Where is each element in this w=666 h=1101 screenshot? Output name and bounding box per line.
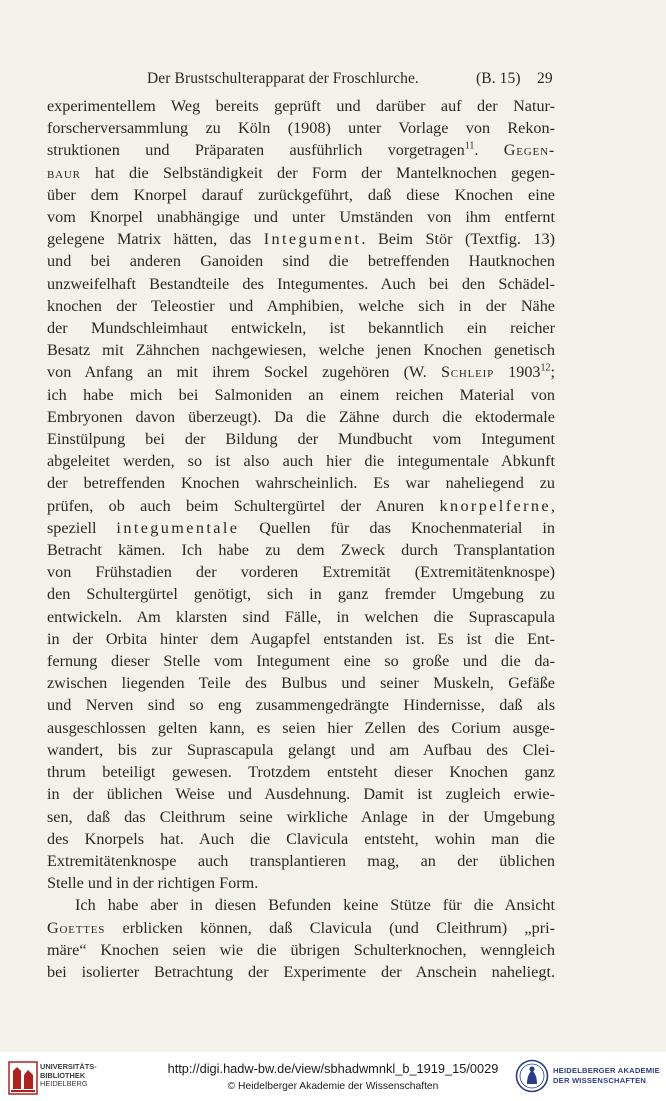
text-line: ich habe mich bei Salmoniden an einem reichen Material von <box>47 385 555 404</box>
text-line: Ich habe aber in diesen Befunden keine Stütze für die Ansicht <box>75 896 555 915</box>
body-text <box>47 95 555 983</box>
copyright-notice: © Heidelberger Akademie der Wissenschaften <box>227 1081 439 1092</box>
text-line <box>47 162 555 184</box>
text-line: unzweifelhaft Bestandteile des Integumentes. Auch bei den Schädel- <box>47 274 555 293</box>
emphasis-spaced: Integument <box>263 230 362 249</box>
academy-name-line: HEIDELBERGER AKADEMIE <box>553 1066 660 1075</box>
text-run: von Anfang an mit ihrem Sockel zugehören (W. <box>47 363 441 382</box>
text-run: ; <box>550 363 556 382</box>
text-line: und Nerven sind so eng zusammengedrängte Hindernisse, daß als <box>47 696 555 715</box>
author-name: Gegen- <box>503 141 556 160</box>
running-head-title: Der Brustschulterapparat der Froschlurche. <box>147 70 419 87</box>
text-run: hat die Selbständigkeit der Form der Mantelknochen gegen- <box>80 163 555 182</box>
page-number: 29 <box>537 70 553 87</box>
text-line <box>47 139 555 161</box>
author-name: baur <box>47 163 81 182</box>
text-line: vom Knorpel unabhängige und unter Umständen von ihm entfernt <box>47 208 555 227</box>
running-head <box>0 70 666 94</box>
emphasis-spaced: knorpelferne <box>439 496 551 515</box>
text-run: gelegene Matrix hätten, das <box>47 230 264 249</box>
text-line: zwischen liegenden Teile des Bulbus und seiner Muskeln, Gefäße <box>47 674 555 693</box>
text-line: thrum beteiligt gewesen. Trotzdem entsteht dieser Knochen ganz <box>47 763 555 782</box>
text-run: speziell <box>47 518 117 537</box>
text-line: experimentellem Weg bereits geprüft und darüber auf der Natur- <box>47 97 555 115</box>
footnote-marker: 12 <box>540 363 551 375</box>
academy-logo-icon[interactable] <box>515 1059 549 1093</box>
text-run: prüfen, ob auch beim Schultergürtel der Anuren <box>47 496 440 515</box>
academy-name-line: DER WISSENSCHAFTEN <box>553 1075 647 1085</box>
library-name-line: UNIVERSITÄTS- <box>40 1062 97 1071</box>
text-line: über dem Knorpel darauf zurückgeführt, daß diese Knochen eine <box>47 185 555 204</box>
author-name: Goettes <box>47 918 106 937</box>
text-line: Betracht kämen. Ich habe zu dem Zweck durch Transplantation <box>47 541 555 560</box>
text-line: der betreffenden Knochen wahrscheinlich. Es war naheliegend zu <box>47 474 555 493</box>
text-line: sen, daß das Cleithrum seine wirkliche Anlage in der Umgebung <box>47 807 555 826</box>
text-line: fernung dieser Stelle vom Integument eine so große und die da- <box>47 652 555 671</box>
text-line <box>47 917 555 939</box>
running-head-reference: (B. 15) <box>476 70 521 87</box>
text-line: den Schultergürtel genötigt, sich in ganz fremder Umgebung zu <box>47 585 555 604</box>
academy-name <box>553 1066 660 1085</box>
text-line: Embryonen davon überzeugt). Da die Zähne durch die ektodermale <box>47 407 555 426</box>
text-line: Besatz mit Zähnchen nachgewiesen, welche jenen Knochen genetisch <box>47 341 555 360</box>
text-run: . <box>474 141 504 160</box>
text-line: knochen der Teleostier und Amphibien, welche sich in der Nähe <box>47 296 555 315</box>
library-name-line: BIBLIOTHEK <box>40 1070 86 1080</box>
text-line <box>47 495 555 517</box>
text-line: in der üblichen Weise und Ausdehnung. Damit ist zugleich erwie- <box>47 785 555 804</box>
text-line: märe“ Knochen seien wie die übrigen Schulterknochen, wenngleich <box>47 940 555 959</box>
text-line: abgeleitet werden, so ist also auch hier die integumentale Abkunft <box>47 452 555 471</box>
text-line: wandert, bis zur Suprascapula gelangt und am Aufbau des Clei- <box>47 740 555 759</box>
text-run: 1903 <box>494 363 541 382</box>
text-line: in der Orbita hinter dem Augapfel entstanden ist. Es ist die Ent- <box>47 629 555 648</box>
library-name-line: HEIDELBERG <box>40 1079 88 1089</box>
text-line <box>47 517 555 539</box>
text-line: des Knorpels hat. Auch die Clavicula entsteht, wohin man die <box>47 829 555 848</box>
text-line: bei isolierter Betrachtung der Experimente der Anschein naheliegt. <box>47 962 555 981</box>
text-line <box>47 361 555 383</box>
paragraph-1 <box>47 95 555 894</box>
permalink-url[interactable]: http://digi.hadw-bw.de/view/sbhadwmnkl_b_1919_15/0029 <box>167 1061 499 1076</box>
text-line: der Mundschleimhaut entwickeln, ist bekanntlich ein reicher <box>47 319 555 338</box>
text-line: Extremitätenknospe auch transplantieren mag, an der üblichen <box>47 851 555 870</box>
text-run: , <box>550 496 555 515</box>
text-run: Quellen für das Knochenmaterial in <box>239 518 555 537</box>
viewer-footer <box>0 1052 666 1101</box>
text-line: forscherversammlung zu Köln (1908) unter Vorlage von Rekon- <box>47 119 555 138</box>
text-line: Einstülpung bei der Bildung der Mundbucht vom Integument <box>47 430 555 449</box>
text-line: ausgeschlossen gelten kann, es seien hier Zellen des Corium ausge- <box>47 718 555 737</box>
emphasis-spaced: integumentale <box>116 518 240 537</box>
text-line: und bei anderen Ganoiden sind die betreffenden Hautknochen <box>47 252 555 271</box>
author-name: Schleip <box>440 363 495 382</box>
text-run: erblicken können, daß Clavicula (und Cleithrum) „pri- <box>105 918 555 937</box>
text-line: Stelle und in der richtigen Form. <box>47 874 259 893</box>
text-line: von Frühstadien der vorderen Extremität (Extremitätenknospe) <box>47 563 555 582</box>
text-line: entwickeln. Am klarsten sind Fälle, in welchen die Suprascapula <box>47 607 555 626</box>
text-run: struktionen und Präparaten ausführlich vorgetragen <box>47 141 465 160</box>
text-run: . Beim Stör (Textfig. 13) <box>361 230 555 249</box>
footnote-marker: 11 <box>464 141 475 153</box>
paragraph-2 <box>47 894 555 983</box>
text-line <box>47 228 555 250</box>
